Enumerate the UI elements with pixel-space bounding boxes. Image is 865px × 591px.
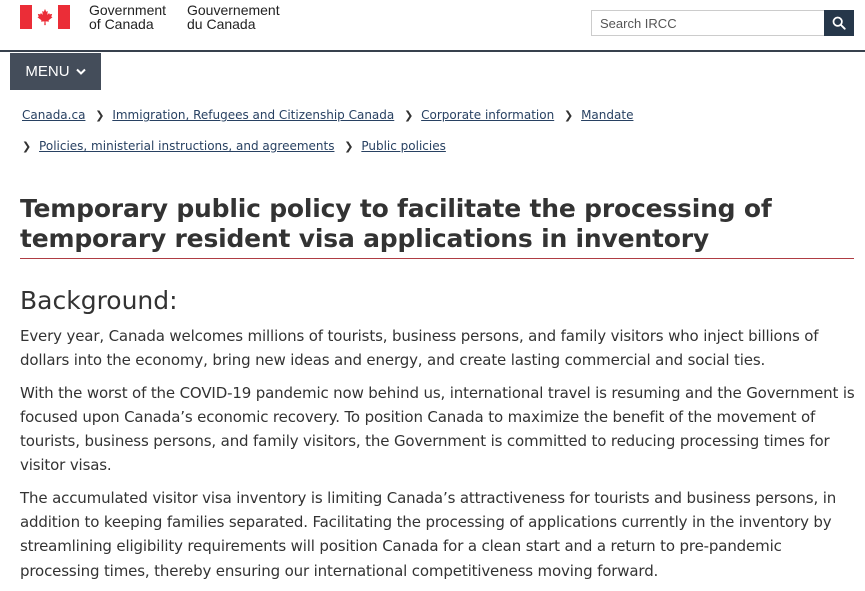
- signature-fr-line1: Gouvernement: [187, 2, 280, 18]
- title-divider: [20, 258, 854, 259]
- breadcrumb-link-corporate[interactable]: Corporate information: [421, 108, 555, 122]
- chevron-right-icon: ❯: [95, 109, 105, 122]
- breadcrumb-link-canada[interactable]: Canada.ca: [22, 108, 86, 122]
- section-heading: Background:: [20, 286, 178, 315]
- breadcrumb-item: [22, 131, 334, 162]
- government-signature-fr[interactable]: [187, 3, 280, 31]
- breadcrumb-item: [95, 100, 394, 131]
- breadcrumb-item: [344, 131, 446, 162]
- paragraph: The accumulated visitor visa inventory is limiting Canada’s attractiveness for tourists and business persons, in addition to keeping families separated. Facilitating the processing of applications currently in the inventory by streamlining eligibility requirements will position Canada for a clean start and a return to pre-pandemic processing times, thereby ensuring our international competitiveness moving forward.: [20, 488, 837, 580]
- canada-flag-icon[interactable]: [20, 5, 70, 29]
- government-signature-en[interactable]: [89, 3, 166, 31]
- breadcrumb-item: [564, 100, 633, 131]
- chevron-right-icon: ❯: [344, 140, 354, 153]
- signature-fr-line2: du Canada: [187, 16, 256, 32]
- search-button[interactable]: [824, 10, 854, 36]
- signature-en-line1: Government: [89, 2, 167, 18]
- breadcrumb-link-policies[interactable]: Policies, ministerial instructions, and agreements: [39, 139, 335, 153]
- chevron-right-icon: ❯: [22, 140, 32, 153]
- search-form: [591, 10, 854, 36]
- breadcrumb-link-ircc[interactable]: Immigration, Refugees and Citizenship Canada: [112, 108, 395, 122]
- breadcrumb-item: [22, 100, 85, 131]
- menu-button[interactable]: [10, 53, 101, 90]
- signature-en-line2: of Canada: [89, 16, 154, 32]
- chevron-right-icon: ❯: [564, 109, 574, 122]
- page-title: Temporary public policy to facilitate the processing of temporary resident visa applications in inventory: [20, 194, 772, 253]
- main-content: [20, 324, 858, 591]
- paragraph: Every year, Canada welcomes millions of tourists, business persons, and family visitors who inject billions of dollars into the economy, bring new ideas and energy, and create lasting commercial and social ties.: [20, 327, 819, 370]
- paragraph: With the worst of the COVID-19 pandemic now behind us, international travel is resuming and the Government is focused upon Canada’s economic recovery. To position Canada to maximize the benefit of the movement of tourists, business persons, and family visitors, the Government is committed to reducing processing times for visitor visas.: [20, 383, 855, 475]
- search-input[interactable]: [591, 10, 824, 36]
- menu-label: MENU: [25, 63, 70, 80]
- search-icon: [832, 16, 846, 30]
- site-header: [0, 0, 865, 52]
- breadcrumb-link-mandate[interactable]: Mandate: [581, 108, 634, 122]
- breadcrumb-link-public-policies[interactable]: Public policies: [361, 139, 446, 153]
- breadcrumb: [22, 100, 857, 162]
- breadcrumb-item: [404, 100, 554, 131]
- chevron-right-icon: ❯: [404, 109, 414, 122]
- chevron-down-icon: [76, 68, 86, 76]
